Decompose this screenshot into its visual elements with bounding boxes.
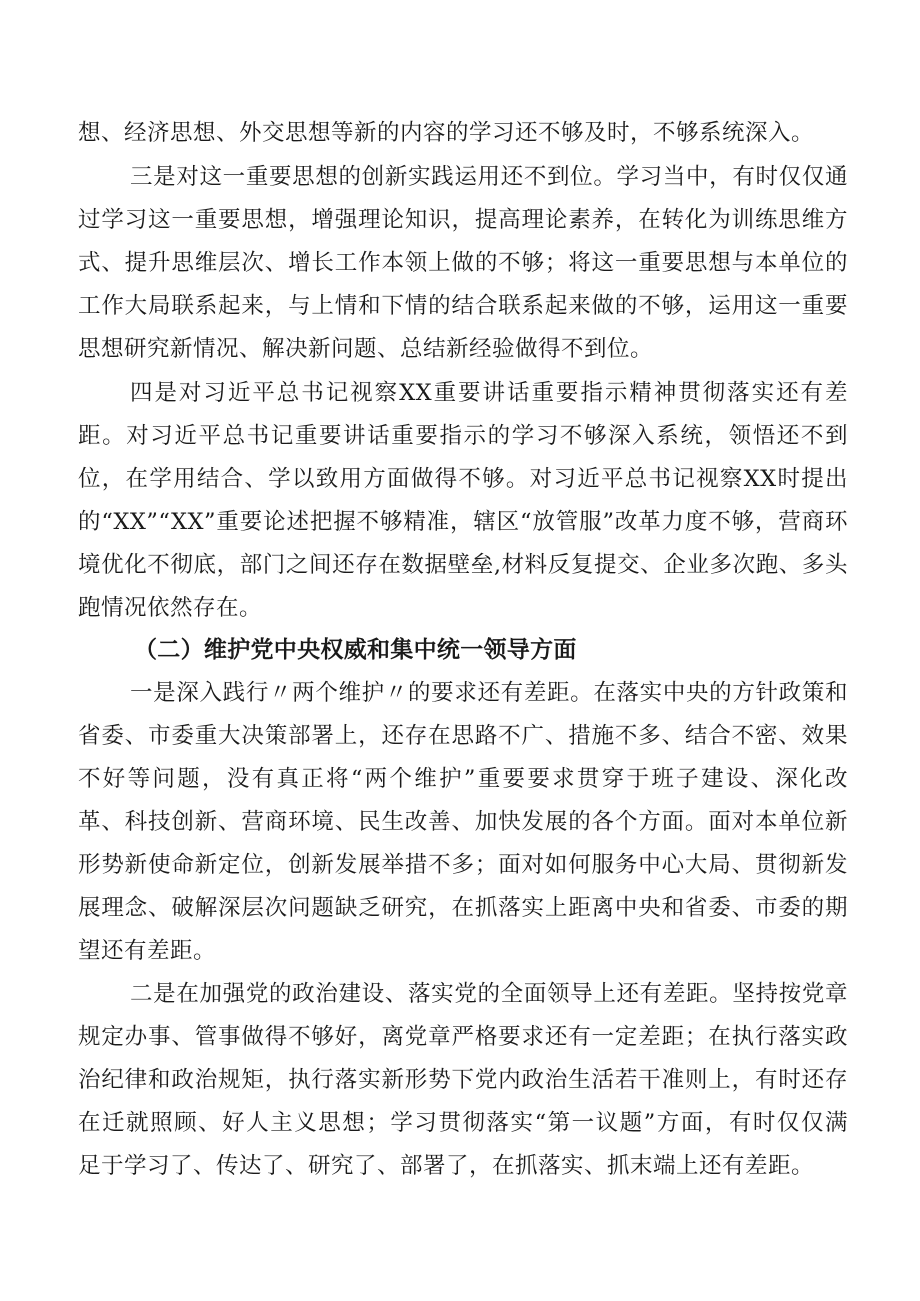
paragraph-line: 展理念、破解深层次问题缺乏研究，在抓落实上距离中央和省委、市委的期	[78, 895, 848, 921]
paragraph-line: 思想研究新情况、解决新问题、总结新经验做得不到位。	[78, 336, 654, 362]
paragraph-line: 不好等问题，没有真正将“两个维护”重要要求贯穿于班子建设、深化改	[78, 766, 848, 792]
paragraph-line: 一是深入践行〃两个维护〃的要求还有差距。在落实中央的方针政策和	[130, 680, 848, 706]
paragraph-line: 距。对习近平总书记重要讲话重要指示的学习不够深入系统，领悟还不到	[78, 423, 848, 449]
paragraph-line: 治纪律和政治规矩，执行落实新形势下党内政治生活若干准则上，有时还存	[78, 1067, 848, 1093]
paragraph-line: 工作大局联系起来，与上情和下情的结合联系起来做的不够，运用这一重要	[78, 293, 848, 319]
paragraph-line: 跑情况依然存在。	[78, 595, 263, 621]
paragraph-line: 境优化不彻底，部门之间还存在数据壁垒,材料反复提交、企业多次跑、多头	[78, 552, 848, 578]
paragraph-line: 想、经济思想、外交思想等新的内容的学习还不够及时，不够系统深入。	[78, 120, 815, 146]
paragraph-line: 过学习这一重要思想，增强理论知识，提高理论素养，在转化为训练思维方	[78, 207, 848, 233]
paragraph-line: 省委、市委重大决策部署上，还存在思路不广、措施不多、结合不密、效果	[78, 723, 848, 749]
paragraph-line: 规定办事、管事做得不够好，离党章严格要求还有一定差距；在执行落实政	[78, 1024, 848, 1050]
paragraph-line: 二是在加强党的政治建设、落实党的全面领导上还有差距。坚持按党章	[130, 981, 848, 1007]
paragraph-line: 的“XX”“XX”重要论述把握不够精准，辖区“放管服”改革力度不够，营商环	[78, 509, 848, 535]
paragraph-line: 四是对习近平总书记视察XX重要讲话重要指示精神贯彻落实还有差	[130, 380, 848, 406]
paragraph-line: 在迁就照顾、好人主义思想；学习贯彻落实“第一议题”方面，有时仅仅满	[78, 1110, 848, 1136]
section-heading: （二）维护党中央权威和集中统一领导方面	[134, 637, 577, 663]
paragraph-line: 式、提升思维层次、增长工作本领上做的不够；将这一重要思想与本单位的	[78, 250, 848, 276]
paragraph-line: 足于学习了、传达了、研究了、部署了，在抓落实、抓末端上还有差距。	[78, 1153, 815, 1179]
paragraph-line: 三是对这一重要思想的创新实践运用还不到位。学习当中，有时仅仅通	[130, 164, 848, 190]
paragraph-line: 望还有差距。	[78, 938, 217, 964]
paragraph-line: 位，在学用结合、学以致用方面做得不够。对习近平总书记视察XX时提出	[78, 466, 848, 492]
paragraph-line: 革、科技创新、营商环境、民生改善、加快发展的各个方面。面对本单位新	[78, 809, 848, 835]
paragraph-line: 形势新使命新定位，创新发展举措不多；面对如何服务中心大局、贯彻新发	[78, 852, 848, 878]
